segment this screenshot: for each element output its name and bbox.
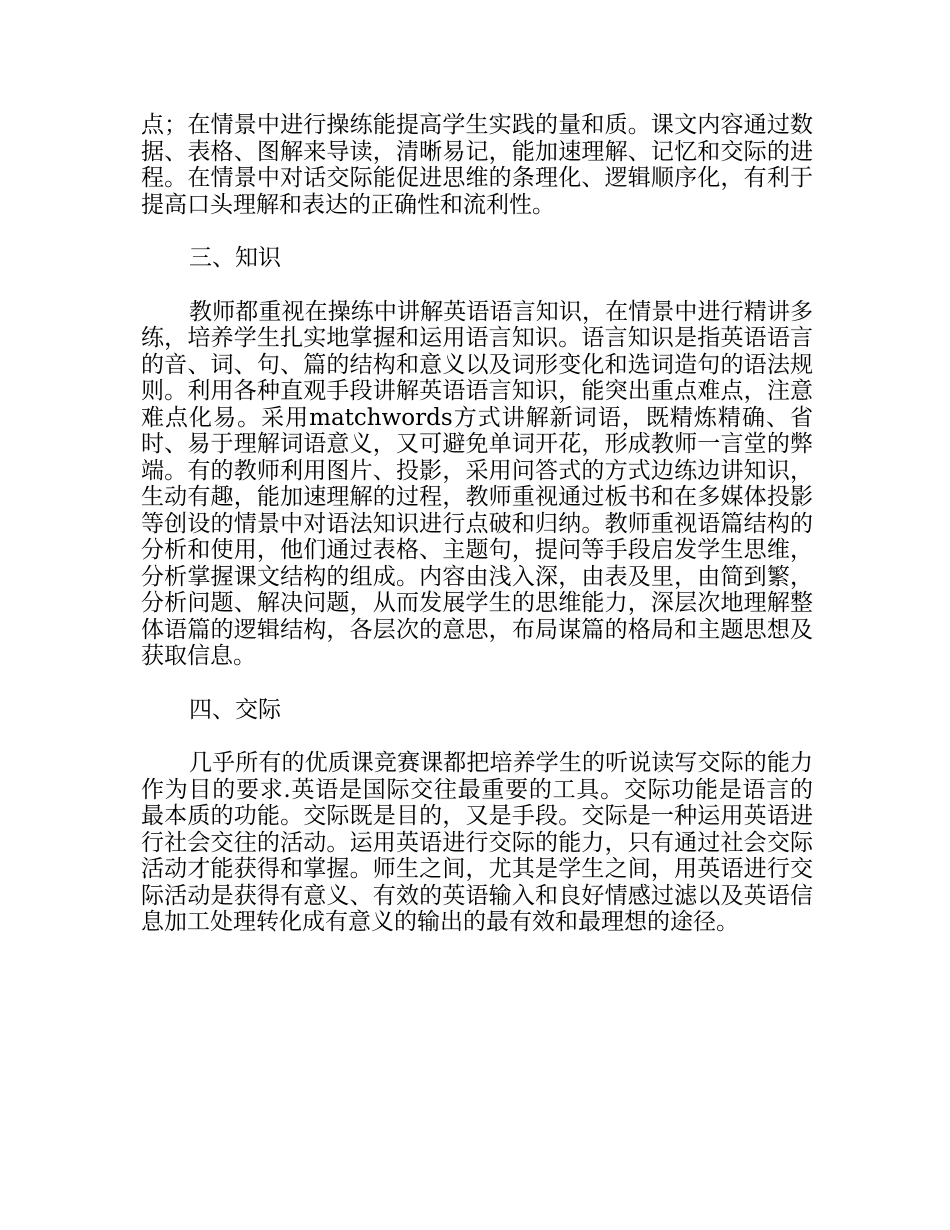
document-page <box>141 112 813 936</box>
paragraph-knowledge: 教师都重视在操练中讲解英语语言知识，在情景中进行精讲多练，培养学生扎实地掌握和运用语言知识。语言知识是指英语语言的音、词、句、篇的结构和意义以及词形变化和选词造句的语法规则。利用各种直观手段讲解英语语言知识，能突出重点难点，注意难点化易。采用matchwords方式讲解新词语，既精炼精确、省时、易于理解词语意义，又可避免单词开花，形成教师一言堂的弊端。有的教师利用图片、投影，采用问答式的方式边练边讲知识，生动有趣，能加速理解的过程，教师重视通过板书和在多媒体投影等创设的情景中对语法知识进行点破和归纳。教师重视语篇结构的分析和使用，他们通过表格、主题句，提问等手段启发学生思维，分析掌握课文结构的组成。内容由浅入深，由表及里，由简到繁，分析问题、解决问题，从而发展学生的思维能力，深层次地理解整体语篇的逻辑结构，各层次的意思，布局谋篇的格局和主题思想及获取信息。 <box>141 298 813 669</box>
paragraph-gap <box>141 218 813 245</box>
section-heading-communication: 四、交际 <box>189 696 281 723</box>
section-heading-knowledge: 三、知识 <box>189 245 281 271</box>
paragraph-gap <box>141 670 813 697</box>
paragraph-communication: 几乎所有的优质课竞赛课都把培养学生的听说读写交际的能力作为目的要求.英语是国际交往最重要的工具。交际功能是语言的最本质的功能。交际既是目的，又是手段。交际是一种运用英语进行社会交往的活动。运用英语进行交际的能力，只有通过社会交际活动才能获得和掌握。师生之间，尤其是学生之间，用英语进行交际活动是获得有意义、有效的英语输入和良好情感过滤以及英语信息加工处理转化成有意义的输出的最有效和最理想的途径。 <box>141 750 813 935</box>
paragraph-continuation: 点；在情景中进行操练能提高学生实践的量和质。课文内容通过数据、表格、图解来导读，清晰易记，能加速理解、记忆和交际的进程。在情景中对话交际能促进思维的条理化、逻辑顺序化，有利于提高口头理解和表达的正确性和流利性。 <box>141 112 813 218</box>
paragraph-gap <box>141 272 813 299</box>
paragraph-gap <box>141 723 813 750</box>
